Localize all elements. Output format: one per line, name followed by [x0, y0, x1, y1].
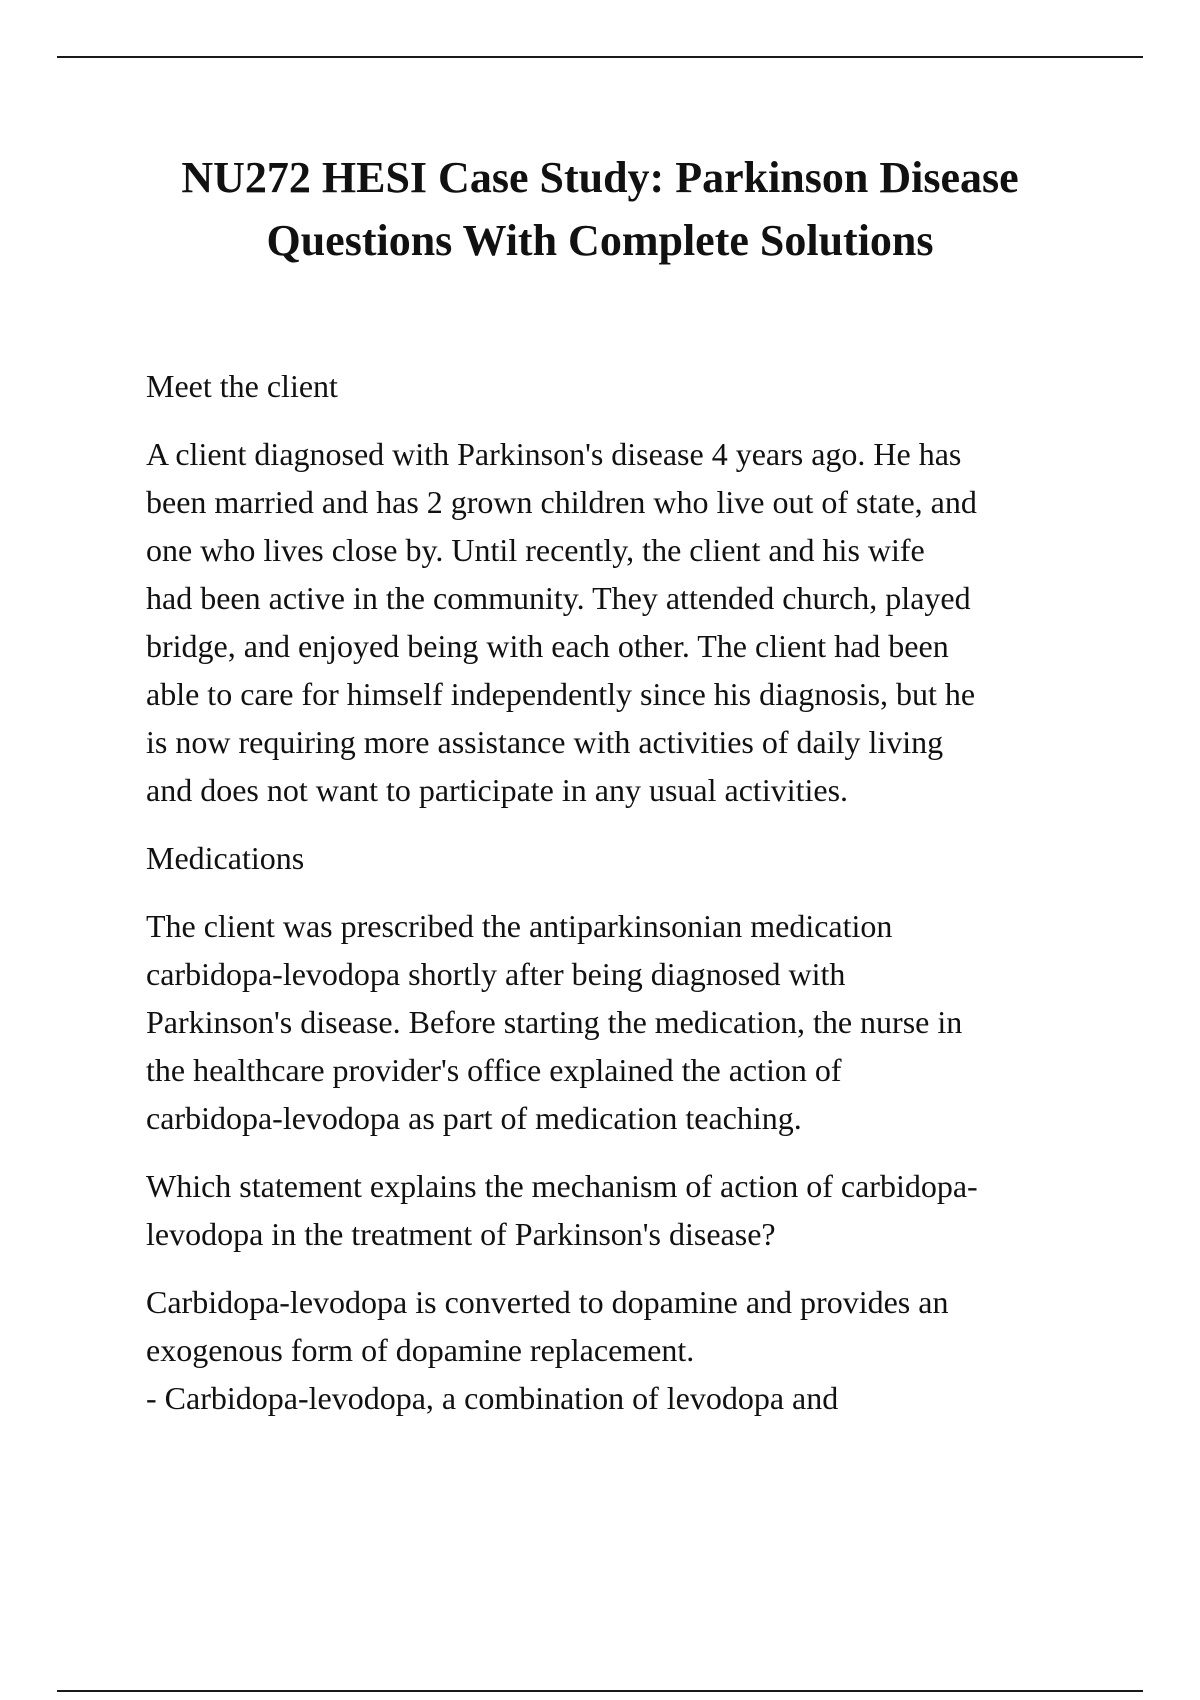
rationale-paragraph: - Carbidopa-levodopa, a combination of levodopa and: [146, 1380, 839, 1416]
document-body: [146, 362, 1106, 1442]
top-rule: [57, 56, 1143, 58]
client-description-paragraph: A client diagnosed with Parkinson's disease 4 years ago. He has been married and has 2 grown children who live out of state, and one who lives close by. Until recently, the client and his wife had been active in the community. They attended church, played bridge, and enjoyed being with each other. The client had been able to care for himself independently since his diagnosis, but he is now requiring more assistance with activities of daily living and does not want to participate in any usual activities.: [146, 436, 977, 808]
answer-paragraph: Carbidopa-levodopa is converted to dopamine and provides an exogenous form of dopamine replacement.: [146, 1284, 949, 1368]
question-paragraph: Which statement explains the mechanism of action of carbidopa- levodopa in the treatment of Parkinson's disease?: [146, 1168, 978, 1252]
document-title: [100, 146, 1100, 272]
section-heading-medications: Medications: [146, 840, 305, 876]
title-line-1: NU272 HESI Case Study: Parkinson Disease: [181, 153, 1019, 202]
medications-paragraph: The client was prescribed the antiparkinsonian medication carbidopa-levodopa shortly after being diagnosed with Parkinson's disease. Before starting the medication, the nurse in the healthcare provider's office explained the action of carbidopa-levodopa as part of medication teaching.: [146, 908, 963, 1136]
title-line-2: Questions With Complete Solutions: [266, 216, 934, 265]
section-heading-meet-client: Meet the client: [146, 368, 338, 404]
bottom-rule: [57, 1690, 1143, 1692]
